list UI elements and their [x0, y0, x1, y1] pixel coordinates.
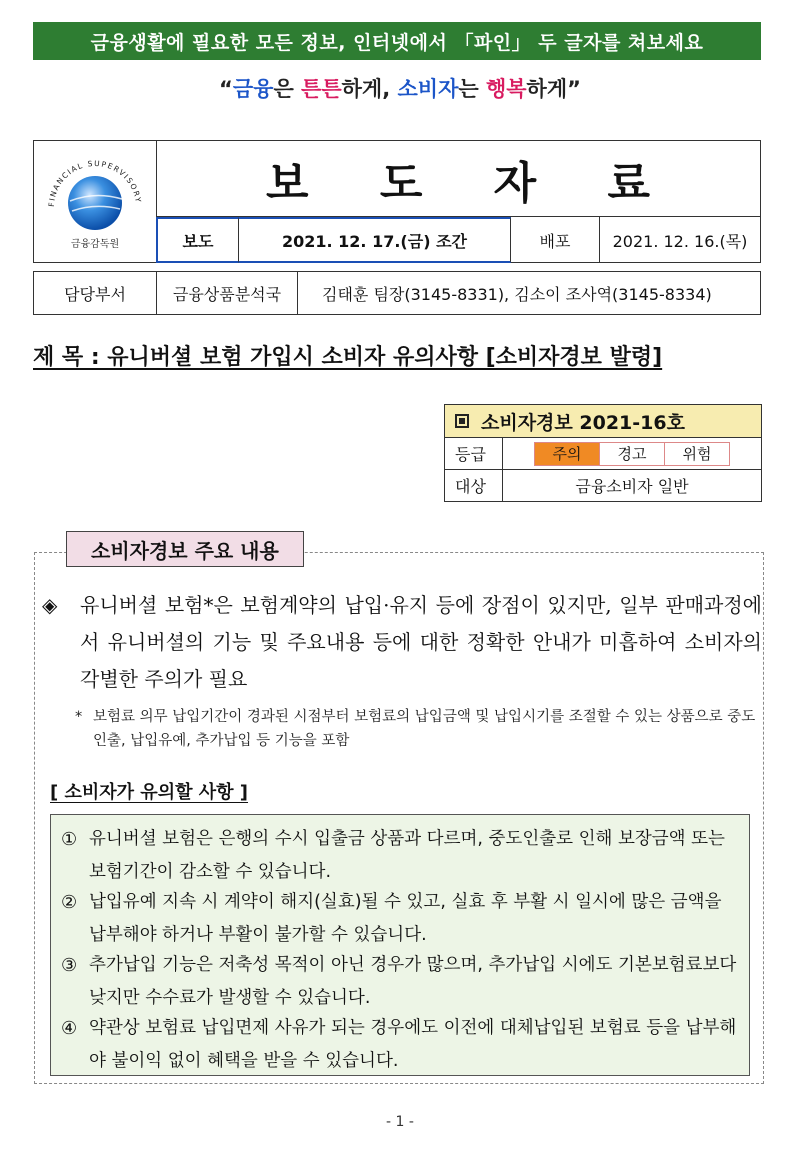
footnote-text: 보험료 의무 납입기간이 경과된 시점부터 보험료의 납입금액 및 납입시기를 조절할 수 있는 상품으로 중도인출, 납입유예, 추가납입 등 기능을 포함 — [93, 709, 756, 749]
press-header — [33, 140, 761, 263]
caution-item — [61, 886, 741, 952]
caution-item-text: 납입유예 지속 시 계약이 해지(실효)될 수 있고, 실효 후 부활 시 일시에 많은 금액을 납부해야 하거나 부활이 불가할 수 있습니다. — [89, 892, 722, 945]
release-info-row — [156, 216, 760, 263]
alert-grade-row — [445, 438, 761, 469]
caution-item-text: 약관상 보험료 납입면제 사유가 되는 경우에도 이전에 대체납입된 보험료 등을 납부해야 불이익 없이 혜택을 받을 수 있습니다. — [89, 1018, 737, 1071]
logo-org-name: 금융감독원 — [70, 239, 120, 250]
slogan: “금융은 튼튼하게, 소비자는 행복하게” — [219, 77, 581, 101]
alert-target-row — [445, 469, 761, 501]
main-paragraph-text: 유니버셜 보험*은 보험계약의 납입·유지 등에 장점이 있지만, 일부 판매과정에서 유니버셜의 기능 및 주요내용 등에 대한 정확한 안내가 미흡하여 소비자의 각별한 주의가 필요 — [80, 593, 762, 691]
consumer-alert-box — [444, 404, 762, 502]
department-name: 금융상품분석국 — [157, 272, 298, 314]
level-caution: 주의 — [535, 443, 599, 465]
main-content-title: 소비자경보 주요 내용 — [66, 531, 304, 567]
item-number: ④ — [61, 1018, 78, 1039]
caution-item-text: 추가납입 기능은 저축성 목적이 아닌 경우가 많으며, 추가납입 시에도 기본보험료보다 낮지만 수수료가 발생할 수 있습니다. — [89, 955, 737, 1008]
distribution-date: 2021. 12. 16.(목) — [612, 231, 748, 251]
caution-title: [ 소비자가 유의할 사항 ] — [50, 782, 249, 803]
alert-header — [445, 405, 761, 438]
level-warning: 경고 — [599, 443, 664, 465]
department-row — [33, 271, 761, 315]
asterisk-mark: * — [75, 709, 83, 725]
grade-label: 등급 — [445, 438, 503, 469]
page-number: - 1 - — [386, 1114, 414, 1130]
target-label: 대상 — [445, 470, 503, 501]
press-release-title: 보 도 자 료 — [266, 157, 678, 209]
caution-item-text: 유니버셜 보험은 은행의 수시 입출금 상품과 다르며, 중도인출로 인해 보장금액 또는 보험기간이 감소할 수 있습니다. — [89, 829, 725, 882]
department-contact: 김태훈 팀장(3145-8331), 김소이 조사역(3145-8334) — [322, 284, 712, 304]
top-banner: 금융생활에 필요한 모든 정보, 인터넷에서 「파인」 두 글자를 쳐보세요 — [33, 22, 761, 60]
target-value: 금융소비자 일반 — [575, 477, 689, 496]
release-date: 2021. 12. 17.(금) 조간 — [239, 217, 511, 263]
fss-logo — [34, 141, 157, 262]
square-bullet-icon — [455, 414, 469, 428]
main-paragraph — [42, 587, 762, 698]
item-number: ② — [61, 892, 78, 913]
logo-arc-text: FINANCIAL SUPERVISORY — [46, 158, 143, 208]
caution-item — [61, 823, 741, 889]
footnote — [75, 705, 765, 753]
diamond-bullet-icon: ◈ — [42, 593, 58, 617]
alert-title: 소비자경보 2021-16호 — [481, 411, 685, 434]
release-label: 보도 — [156, 217, 239, 263]
item-number: ① — [61, 829, 78, 850]
department-label: 담당부서 — [34, 272, 157, 314]
level-danger: 위험 — [664, 443, 729, 465]
caution-item — [61, 1012, 741, 1078]
item-number: ③ — [61, 955, 78, 976]
alert-level-scale — [534, 442, 730, 466]
subject-line: 제 목 : 유니버셜 보험 가입시 소비자 유의사항 [소비자경보 발령] — [33, 345, 663, 370]
caution-item — [61, 949, 741, 1015]
caution-items-box — [50, 814, 750, 1076]
distribution-label: 배포 — [511, 217, 600, 263]
